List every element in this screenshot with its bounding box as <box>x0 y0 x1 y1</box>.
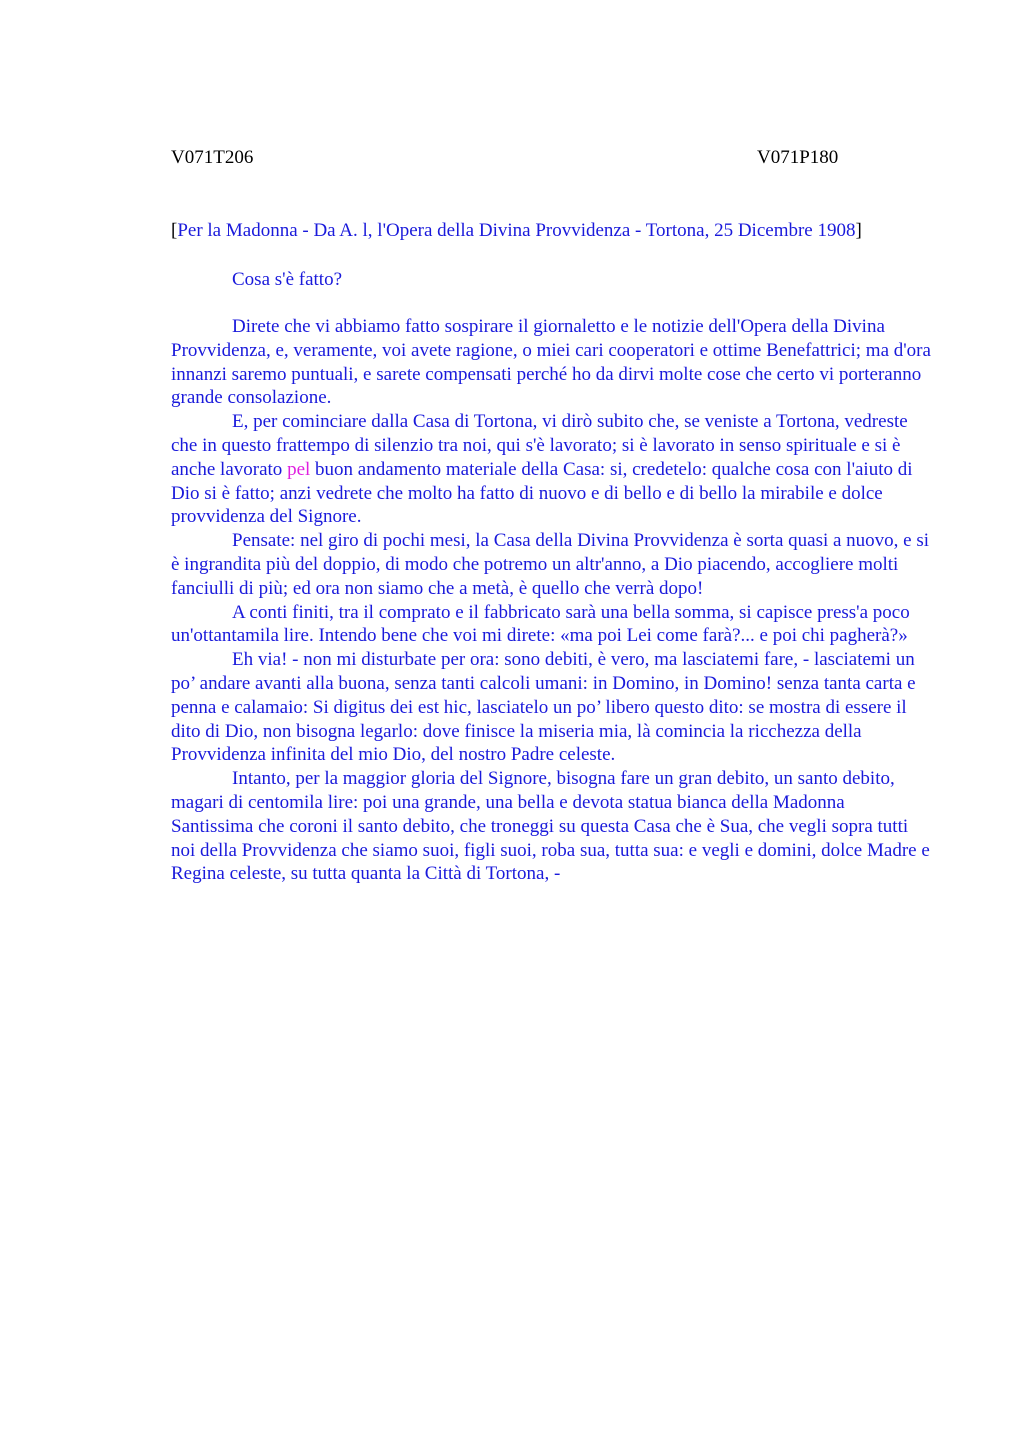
highlighted-word: pel <box>287 458 311 480</box>
document-header <box>171 146 931 170</box>
body-text <box>171 315 931 886</box>
document-page <box>171 146 931 886</box>
title-open-bracket: [ <box>171 220 178 241</box>
document-title <box>171 219 931 243</box>
paragraph-1: Direte che vi abbiamo fatto sospirare il giornaletto e le notizie dell'Opera della Divina Provvidenza, e, veramente, voi avete ragione, o miei cari cooperatori e ottime Benefattrici; ma d'ora innanzi saremo puntuali, e sarete compensati perché ho da dirvi molte cose che certo vi porteranno grande consolazione. <box>171 316 931 409</box>
title-close-bracket: ] <box>855 220 862 241</box>
opening-line: Cosa s'è fatto? <box>232 269 343 290</box>
paragraph-6: Intanto, per la maggior gloria del Signore, bisogna fare un gran debito, un santo debito, magari di centomila lire: poi una grande, una bella e devota statua bianca della Madonna Santissima che coroni il santo debito, che troneggi su questa Casa che è Sua, che vegli sopra tutti noi della Provvidenza che siamo suoi, figli suoi, roba sua, tutta sua: e vegli e domini, dolce Madre e Regina celeste, su tutta quanta la Città di Tortona, - <box>171 768 930 885</box>
title-text: Per la Madonna - Da A. l, l'Opera della Divina Provvidenza - Tortona, 25 Dicembre 1908 <box>177 220 856 241</box>
page-code: V071P180 <box>757 147 839 168</box>
text-code: V071T206 <box>171 147 254 168</box>
paragraph-5: Eh via! - non mi disturbate per ora: sono debiti, è vero, ma lasciatemi fare, - lasciatemi un po’ andare avanti alla buona, senza tanti calcoli umani: in Domino, in Domino! senza tanta carta e penna e calamaio: Si digitus dei est hic, lasciatelo un po’ libero questo dito: se mostra di essere il dito di Dio, non bisogna legarlo: dove finisce la miseria mia, là comincia la ricchezza della Provvidenza infinita del mio Dio, del nostro Padre celeste. <box>171 649 916 766</box>
paragraph-4: A conti finiti, tra il comprato e il fabbricato sarà una bella somma, si capisce press'a poco un'ottantamila lire. Intendo bene che voi mi direte: «ma poi Lei come farà?... e poi chi pagherà?» <box>171 601 910 647</box>
paragraph-3: Pensate: nel giro di pochi mesi, la Casa della Divina Provvidenza è sorta quasi a nuovo, e si è ingrandita più del doppio, di modo che potremo un altr'anno, a Dio piacendo, accogliere molti fanciulli di più; ed ora non siamo che a metà, è quello che verrà dopo! <box>171 530 930 599</box>
paragraph-2-before: E, per cominciare dalla Casa di Tortona, vi dirò subito che, se veniste a Tortona, vedreste che in questo frattempo di silenzio tra noi, qui s'è lavorato; si è lavorato in senso spirituale e si è anche lavorato <box>171 411 908 480</box>
paragraph-2-after: buon andamento materiale della Casa: si, credetelo: qualche cosa con l'aiuto di Dio si è fatto; anzi vedrete che molto ha fatto di nuovo e di bello e di bello la mirabile e dolce provvidenza del Signore. <box>171 458 913 528</box>
paragraph-2 <box>171 410 931 529</box>
